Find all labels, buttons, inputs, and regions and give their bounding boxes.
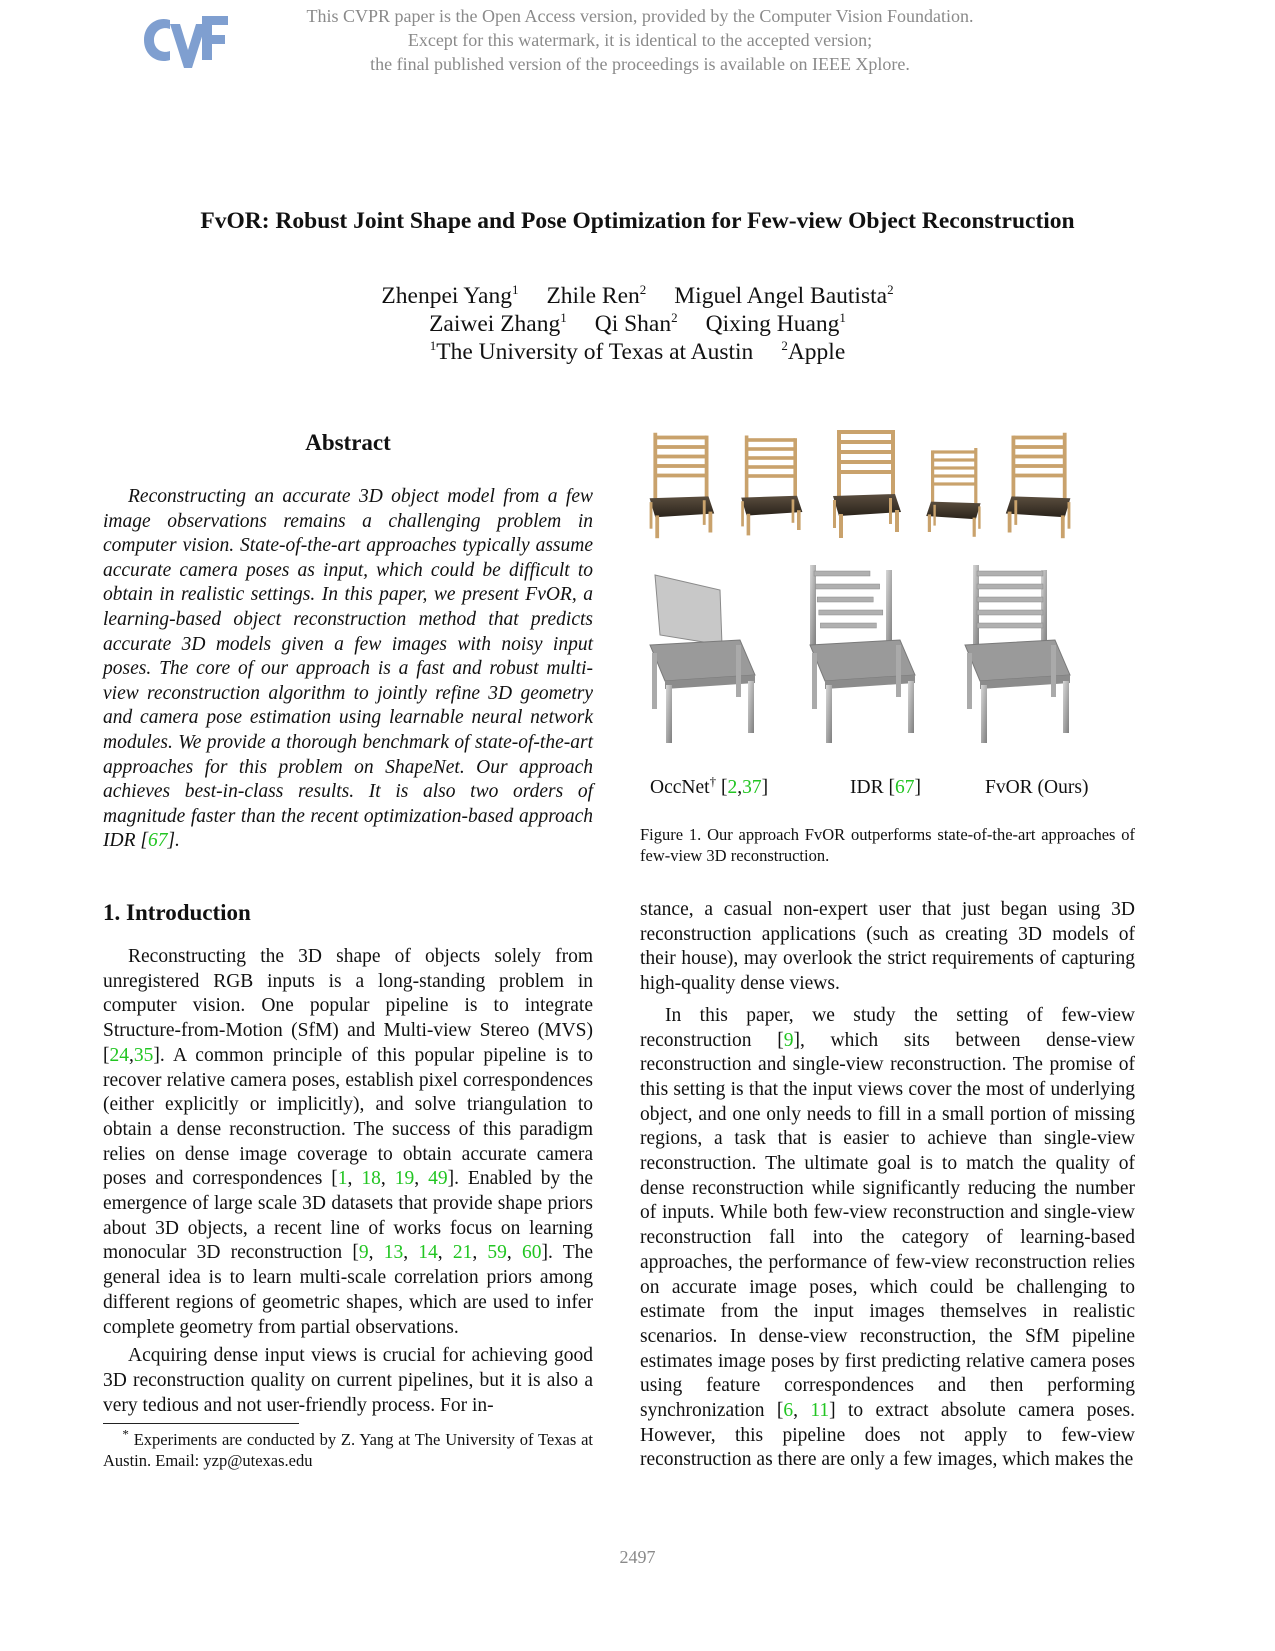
footnote-text: Experiments are conducted by Z. Yang at The University of Texas at Austin. Email: yzp@utexas.edu [103, 1430, 594, 1470]
citation-link[interactable]: 49 [428, 1168, 448, 1190]
paragraph-text: ]. A common principle of this popular pipeline is to recover relative camera poses, establish pixel correspondences (either explicitly or implicitly), and solve triangulation to obtain a dense reconstruction. The success of this paradigm relies on dense image coverage to obtain accurate camera poses and correspondences [ [103, 1044, 593, 1190]
citation-link[interactable]: 9 [358, 1242, 369, 1264]
affiliations-line [60, 338, 1215, 366]
paragraph-text: Acquiring dense input views is crucial for achieving good 3D reconstruction quality on current pipelines, but it is also a very tedious and not user-friendly process. For in- [103, 1345, 593, 1416]
paragraph-text: ] to extract absolute camera poses. However, this pipeline does not apply to few-view reconstruction as there are only a few images, which makes the [640, 1400, 1136, 1471]
paper-title: FvOR: Robust Joint Shape and Pose Optimization for Few-view Object Reconstruction [200, 208, 1075, 234]
paragraph-text: , [414, 1168, 429, 1190]
reconstruction-row [650, 565, 1070, 743]
paragraph-text: ]. The general idea is to learn multi-scale correlation priors among different regions of geometric shapes, which are used to infer complete geometry from partial observations. [103, 1242, 594, 1338]
section-heading-introduction: 1. Introduction [103, 900, 251, 925]
figure-label-occnet: OccNet† [2,37] [650, 773, 769, 798]
author-name: Zaiwei Zhang [429, 311, 561, 337]
affiliation-mark: 2 [639, 282, 647, 298]
right-column [640, 898, 1135, 1473]
figure-1-image [640, 430, 1140, 780]
author-name: Qi Shan [594, 311, 672, 337]
input-chair-photo [1006, 433, 1071, 538]
affiliation-mark: 2 [671, 310, 678, 326]
input-chair-photo [926, 448, 980, 537]
citation-link[interactable]: 21 [452, 1242, 473, 1264]
abstract-text: Reconstructing an accurate 3D object model from a few image observations remains a challenging problem in computer vision. State-of-the-art approaches typically assume accurate camera poses as input, which could be difficult to obtain in realistic settings. In this paper, we present FvOR, a learning-based object reconstruction method that predicts accurate 3D models given a few images with noisy input poses. The core of our approach is a fast and robust multi-view reconstruction algorithm to jointly refine 3D geometry and camera pose estimation using learnable neural network modules. We provide a thorough benchmark of state-of-the-art approaches for this problem on ShapeNet. Our approach achieves best-in-class results. It is also two orders of magnitude faster than the recent optimization-based approach IDR [ [103, 486, 593, 852]
paragraph [640, 1004, 1135, 1473]
paragraph [103, 945, 593, 1340]
paragraph [640, 898, 1135, 997]
left-column [103, 945, 593, 1418]
paragraph [103, 1344, 593, 1418]
paragraph-text: stance, a casual non-expert user that just began using 3D reconstruction applications (such as creating 3D models of their house), may overlook the strict requirements of capturing high-quality dense views. [640, 899, 1135, 995]
citation-link[interactable]: 24 [109, 1044, 129, 1066]
page-number: 2497 [619, 1547, 656, 1567]
watermark-line: Except for this watermark, it is identical to the accepted version; [407, 30, 873, 50]
abstract-text: ]. [167, 830, 180, 852]
footnote-divider [103, 1423, 299, 1424]
citation-link[interactable]: 60 [522, 1242, 542, 1264]
reconstructed-chair-mesh [965, 565, 1070, 743]
citation-link[interactable]: 18 [361, 1168, 381, 1190]
footnote-marker: * [122, 1426, 129, 1442]
paragraph-text: , [403, 1242, 419, 1264]
paragraph-text: , [506, 1242, 522, 1264]
affiliation-mark: 1 [839, 310, 846, 326]
authors-line-1 [60, 282, 1215, 310]
paragraph-text: , [472, 1242, 488, 1264]
paragraph-text: In this paper, we study the setting of few-view reconstruction [ [640, 1004, 1135, 1051]
citation-link[interactable]: 2 [727, 777, 738, 798]
input-chair-photo [833, 430, 901, 538]
abstract-body [103, 485, 593, 854]
citation-link[interactable]: 67 [894, 777, 915, 798]
affiliation-mark: 2 [781, 338, 788, 354]
figure-label-fvor: FvOR (Ours) [985, 777, 1089, 798]
citation-link[interactable]: 19 [394, 1168, 415, 1190]
affiliation-mark: 1 [511, 282, 519, 298]
affiliation-mark: 2 [887, 282, 894, 298]
paragraph-text: ]. Enabled by the emergence of large scale 3D datasets that provide shape priors about 3D objects, a recent line of works focus on learning monocular 3D reconstruction [ [103, 1168, 594, 1264]
citation-link[interactable]: 37 [742, 777, 762, 798]
watermark-text [230, 4, 1050, 76]
watermark-line: This CVPR paper is the Open Access version, provided by the Computer Vision Foundation. [306, 6, 974, 26]
affiliation-name: Apple [787, 339, 846, 365]
affiliation-mark: 1 [429, 338, 437, 354]
reconstructed-chair-mesh [810, 565, 915, 743]
affiliation-name: The University of Texas at Austin [436, 339, 754, 365]
author-name: Miguel Angel Bautista [674, 283, 888, 309]
citation-link[interactable]: 67 [147, 830, 168, 852]
author-name: Qixing Huang [705, 311, 840, 337]
watermark-line: the final published version of the proceedings is available on IEEE Xplore. [370, 54, 910, 74]
citation-link[interactable]: 13 [383, 1242, 404, 1264]
authors-line-2 [60, 310, 1215, 338]
citation-link[interactable]: 11 [810, 1400, 830, 1422]
abstract-heading: Abstract [305, 430, 391, 455]
affiliation-mark: 1 [560, 310, 567, 326]
input-chair-photo [741, 436, 802, 536]
paragraph-text: , [347, 1168, 362, 1190]
figure-caption: Figure 1. Our approach FvOR outperforms state-of-the-art approaches of few-view 3D reconstruction. [640, 825, 1135, 865]
paragraph-text: , [368, 1242, 384, 1264]
paragraph-text: , [437, 1242, 453, 1264]
paragraph-text: , [380, 1168, 395, 1190]
citation-link[interactable]: 35 [133, 1044, 154, 1066]
author-name: Zhile Ren [546, 283, 640, 309]
input-chair-photo [650, 433, 715, 538]
citation-link[interactable]: 6 [783, 1400, 794, 1422]
citation-link[interactable]: 59 [487, 1242, 507, 1264]
paragraph-text: , [129, 1044, 134, 1066]
citation-link[interactable]: 14 [418, 1242, 438, 1264]
footnote [103, 1426, 594, 1471]
paragraph-text: , [793, 1400, 811, 1422]
figure-label-idr: IDR [67] [850, 777, 921, 798]
author-name: Zhenpei Yang [381, 283, 512, 309]
paragraph-text: ], which sits between dense-view reconstruction and single-view reconstruction. The promise of this setting is that the input views cover the most of underlying object, and one only needs to fill in a small portion of missing regions, a task that is easier to achieve than single-view reconstruction. The ultimate goal is to match the quality of dense reconstruction while significantly reducing the number of inputs. While both few-view reconstruction and single-view reconstruction fall into the category of learning-based approaches, the performance of few-view reconstruction relies on accurate image poses, which could be challenging to estimate from the input images themselves in realistic scenarios. In dense-view reconstruction, the SfM pipeline estimates image poses by first predicting relative camera poses using feature correspondences and then performing synchronization [ [640, 1029, 1135, 1422]
citation-link[interactable]: 9 [783, 1029, 794, 1051]
input-views-row [650, 430, 1071, 538]
citation-link[interactable]: 1 [337, 1168, 348, 1190]
reconstructed-chair-mesh [650, 575, 755, 743]
cvf-logo-icon [136, 6, 232, 76]
paragraph-text: Reconstructing the 3D shape of objects solely from unregistered RGB inputs is a long-standing problem in computer vision. One popular pipeline is to integrate Structure-from-Motion (SfM) and Multi-view Stereo (MVS) [ [103, 946, 593, 1066]
